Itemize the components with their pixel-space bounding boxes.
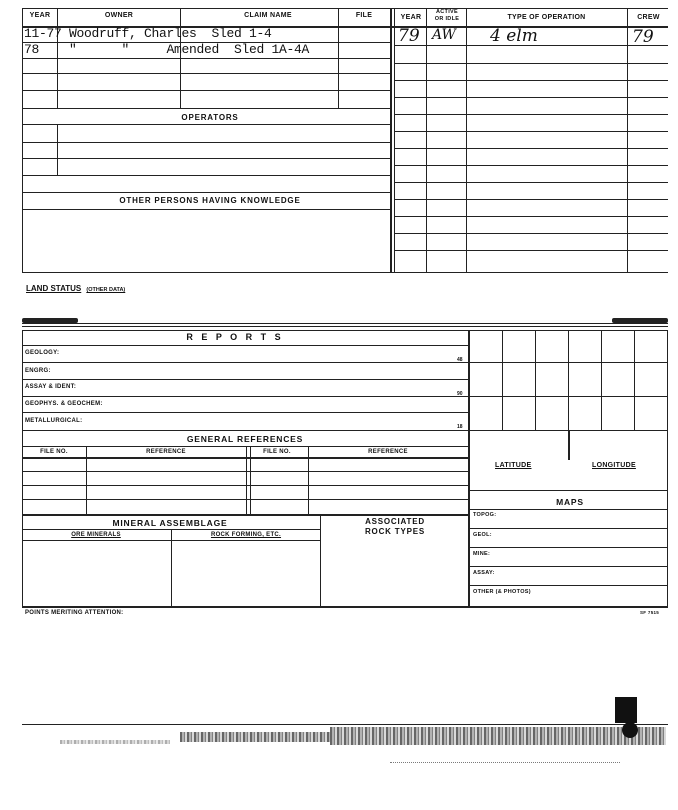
ref-header-reference-2: REFERENCE — [368, 449, 408, 455]
reports-engrg-label: ENGRG: — [25, 368, 51, 374]
reports-top — [22, 330, 668, 331]
row-line — [394, 250, 668, 251]
grid-col — [601, 330, 602, 430]
row-line — [468, 547, 668, 548]
scan-block — [615, 697, 637, 723]
row-line — [22, 209, 390, 210]
row-line — [22, 379, 468, 380]
header-year-2: YEAR — [400, 14, 422, 21]
col-div — [86, 446, 87, 514]
row-line — [394, 114, 668, 115]
ref-header-file-no-2: FILE NO. — [263, 449, 291, 455]
maps-geol-label: GEOL: — [473, 532, 492, 538]
col-div — [250, 446, 251, 514]
ref-header-file-no-1: FILE NO. — [40, 449, 68, 455]
header-claim-name: CLAIM NAME — [244, 12, 292, 19]
row-line — [468, 490, 668, 491]
grid-col — [568, 430, 570, 460]
form-number: SF 7515 — [640, 610, 660, 615]
margin-number: 90 — [457, 391, 463, 397]
hand-active: AW — [432, 27, 456, 43]
row-line — [22, 124, 390, 125]
header-active-or-idle: ACTIVE OR IDLE — [434, 9, 460, 22]
reports-geophys-label: GEOPHYS. & GEOCHEM: — [25, 401, 103, 407]
maps-assay-label: ASSAY: — [473, 570, 495, 576]
grid-col — [502, 330, 503, 430]
row-line — [22, 90, 390, 91]
reports-bottom — [22, 606, 668, 608]
margin-number: 48 — [457, 357, 463, 363]
grid-col — [568, 330, 569, 430]
ref-header-reference-1: REFERENCE — [146, 449, 186, 455]
row-line — [22, 158, 390, 159]
grid-row — [468, 362, 668, 363]
row-line — [468, 566, 668, 567]
grid-col — [535, 330, 536, 430]
row-line — [22, 396, 468, 397]
col-div — [22, 8, 23, 272]
row-line — [22, 142, 390, 143]
row-line — [22, 430, 468, 431]
scan-smear — [60, 740, 170, 744]
row-line — [22, 58, 390, 59]
reports-geology-label: GEOLOGY: — [25, 350, 60, 356]
left-border — [22, 330, 23, 606]
row-line — [22, 446, 468, 447]
claim-row-2: 78 " " Amended Sled 1A-4A — [24, 42, 310, 57]
row-line — [22, 540, 320, 541]
row-line — [22, 514, 468, 516]
row-line — [22, 362, 468, 363]
maps-mine-label: MINE: — [473, 551, 491, 557]
divider — [22, 323, 668, 324]
maps-topog-label: TOPOG: — [473, 512, 497, 518]
row-line — [394, 216, 668, 217]
row-line — [394, 97, 668, 98]
land-status-label: LAND STATUS (OTHER DATA) — [26, 284, 126, 293]
scan-blob — [622, 722, 638, 738]
row-line — [22, 345, 468, 346]
row-line — [22, 108, 390, 109]
hand-crew: 79 — [632, 27, 654, 47]
operators-heading: OPERATORS — [181, 113, 239, 122]
row-line — [394, 131, 668, 132]
scan-smear — [330, 727, 666, 745]
knowledge-heading: OTHER PERSONS HAVING KNOWLEDGE — [119, 196, 301, 205]
row-line — [468, 585, 668, 586]
hand-year: 79 — [398, 26, 420, 46]
col-div — [246, 446, 247, 514]
ore-minerals-header: ORE MINERALS — [71, 532, 121, 538]
scan-line — [390, 762, 620, 763]
col-div — [57, 124, 58, 176]
reports-metallurgical-label: METALLURGICAL: — [25, 418, 83, 424]
col-div — [390, 8, 392, 272]
divider — [22, 326, 668, 327]
mineral-assemblage-heading: MINERAL ASSEMBLAGE — [112, 518, 228, 528]
row-line — [22, 412, 468, 413]
row-line — [394, 63, 668, 64]
header-type-of-operation: TYPE OF OPERATION — [507, 14, 586, 21]
right-border — [667, 330, 668, 606]
scan-line — [22, 724, 668, 725]
row-line — [22, 499, 468, 500]
row-line — [22, 471, 468, 472]
row-line — [394, 199, 668, 200]
grid-row — [468, 396, 668, 397]
row-line — [22, 485, 468, 486]
row-line — [468, 528, 668, 529]
scan-smear — [180, 732, 330, 742]
rock-forming-header: ROCK FORMING, ETC. — [210, 532, 282, 538]
header-owner: OWNER — [104, 12, 134, 19]
row-line — [468, 509, 668, 510]
row-line — [22, 73, 390, 74]
col-div — [320, 514, 321, 606]
claim-row-1: 11-77 Woodruff, Charles Sled 1-4 — [24, 26, 272, 41]
reports-heading: R E P O R T S — [186, 332, 284, 342]
points-meriting-label: POINTS MERITING ATTENTION: — [25, 610, 124, 616]
row-line — [394, 148, 668, 149]
row-line — [394, 80, 668, 81]
table-bottom-border — [22, 272, 668, 273]
header-year: YEAR — [29, 12, 51, 19]
row-line — [22, 175, 390, 176]
reports-assay-label: ASSAY & IDENT: — [25, 384, 77, 390]
table-top-border — [22, 8, 668, 9]
header-file: FILE — [355, 12, 373, 19]
col-div — [308, 446, 309, 514]
row-line — [394, 165, 668, 166]
margin-number: 18 — [457, 424, 463, 430]
row-line — [22, 457, 468, 459]
associated-rock-types: ASSOCIATED ROCK TYPES — [364, 517, 425, 536]
longitude-label: LONGITUDE — [592, 462, 636, 469]
row-line — [22, 192, 390, 193]
reports-divider — [468, 330, 470, 606]
maps-heading: MAPS — [556, 497, 584, 507]
maps-other-label: OTHER (& PHOTOS) — [473, 589, 531, 595]
grid-col — [634, 330, 635, 430]
row-line — [394, 182, 668, 183]
general-references-heading: GENERAL REFERENCES — [186, 434, 304, 444]
hand-operation: 4 elm — [490, 26, 538, 46]
header-crew: CREW — [637, 14, 660, 21]
latitude-label: LATITUDE — [495, 462, 532, 469]
row-line — [394, 233, 668, 234]
